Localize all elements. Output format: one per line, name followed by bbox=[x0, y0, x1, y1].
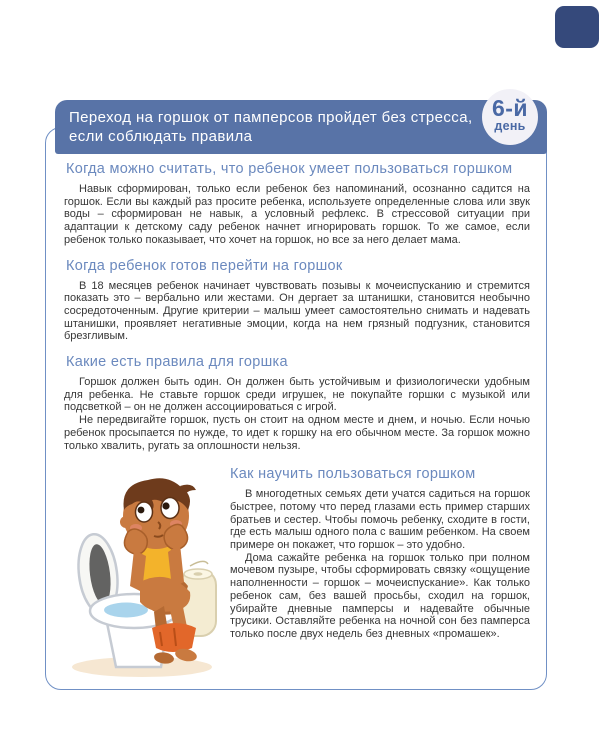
section-potty-rules bbox=[64, 354, 530, 452]
section-when-skill-formed bbox=[64, 161, 530, 247]
day-badge-number: 6-й bbox=[491, 95, 529, 121]
section-paragraph: Дома сажайте ребенка на горшок только при полном мочевом пузыре, чтобы сформировать связку «ощущение наполненности – горшок – мочеиспускание». Как только ребенок сам, без вашей просьбы, сходил на горшок, убирайте дневные памперсы и надевайте обычные трусики. Оставляйте ребенка на ночной сон без памперса только после двух недель без дневных «промашек». bbox=[230, 551, 530, 640]
banner-title-line1: Переход на горшок от памперсов пройдет без стресса, bbox=[69, 109, 473, 126]
section-how-to-teach bbox=[64, 466, 530, 640]
section-paragraph: Навык сформирован, только если ребенок без напоминаний, осознанно садится на горшок. Если вы каждый раз просите ребенка, используете определенные слова или звук воды – сформирован не навык, а условный рефлекс. В стрессовой ситуации при адаптации к детскому саду ребенок начнет игнорировать горшок. То же самое, если ребенок только показывает, что хочет на горшок, но все за него делает мама. bbox=[64, 183, 530, 246]
banner-title-line2: если соблюдать правила bbox=[69, 127, 253, 145]
day-badge-label: день bbox=[494, 119, 526, 133]
section-paragraph: В многодетных семьях дети учатся садиться на горшок быстрее, потому что перед глазами есть пример старших братьев и сестер. Чтобы помочь ребенку, сходите в гости, где есть малыш одного пола с вашим ребенком. На своем примере он покажет, что горшок – это удобно. bbox=[230, 488, 530, 552]
section-paragraph: Горшок должен быть один. Он должен быть устойчивым и физиологически удобным для ребенка. Не ставьте горшок среди игрушек, не покупайте горшки с музыкой или подсветкой – он не должен ассоциироваться с игрой. bbox=[64, 376, 530, 414]
section-heading: Когда ребенок готов перейти на горшок bbox=[66, 257, 343, 274]
section-heading: Как научить пользоваться горшком bbox=[230, 466, 476, 483]
section-when-ready bbox=[64, 258, 530, 344]
section-paragraph: Не передвигайте горшок, пусть он стоит на одном месте и днем, и ночью. Если ночью ребенок просыпается по нужде, то идет к горшку на его обычном месте. За горшок можно только хвалить, ругать за оплошности нельзя. bbox=[64, 414, 530, 452]
toddler-on-toilet-drawing bbox=[64, 470, 224, 682]
section-heading: Когда можно считать, что ребенок умеет пользоваться горшком bbox=[66, 161, 513, 177]
page-corner-tab bbox=[555, 6, 599, 48]
section-paragraph: В 18 месяцев ребенок начинает чувствовать позывы к мочеиспусканию и стремится показать это – вербально или жестами. Он дергает за штанишки, становится необычно сосредоточенным. Другие критерии – малыш умеет самостоятельно снимать и надевать штанишки, проявляет негативные эмоции, когда на нем грязный подгузник, становится брезгливым. bbox=[64, 279, 530, 343]
section-heading: Какие есть правила для горшка bbox=[66, 354, 288, 371]
chapter-banner bbox=[55, 100, 547, 154]
day-badge bbox=[482, 89, 538, 145]
toddler-on-toilet-illustration bbox=[64, 470, 224, 682]
content-box bbox=[45, 127, 547, 690]
